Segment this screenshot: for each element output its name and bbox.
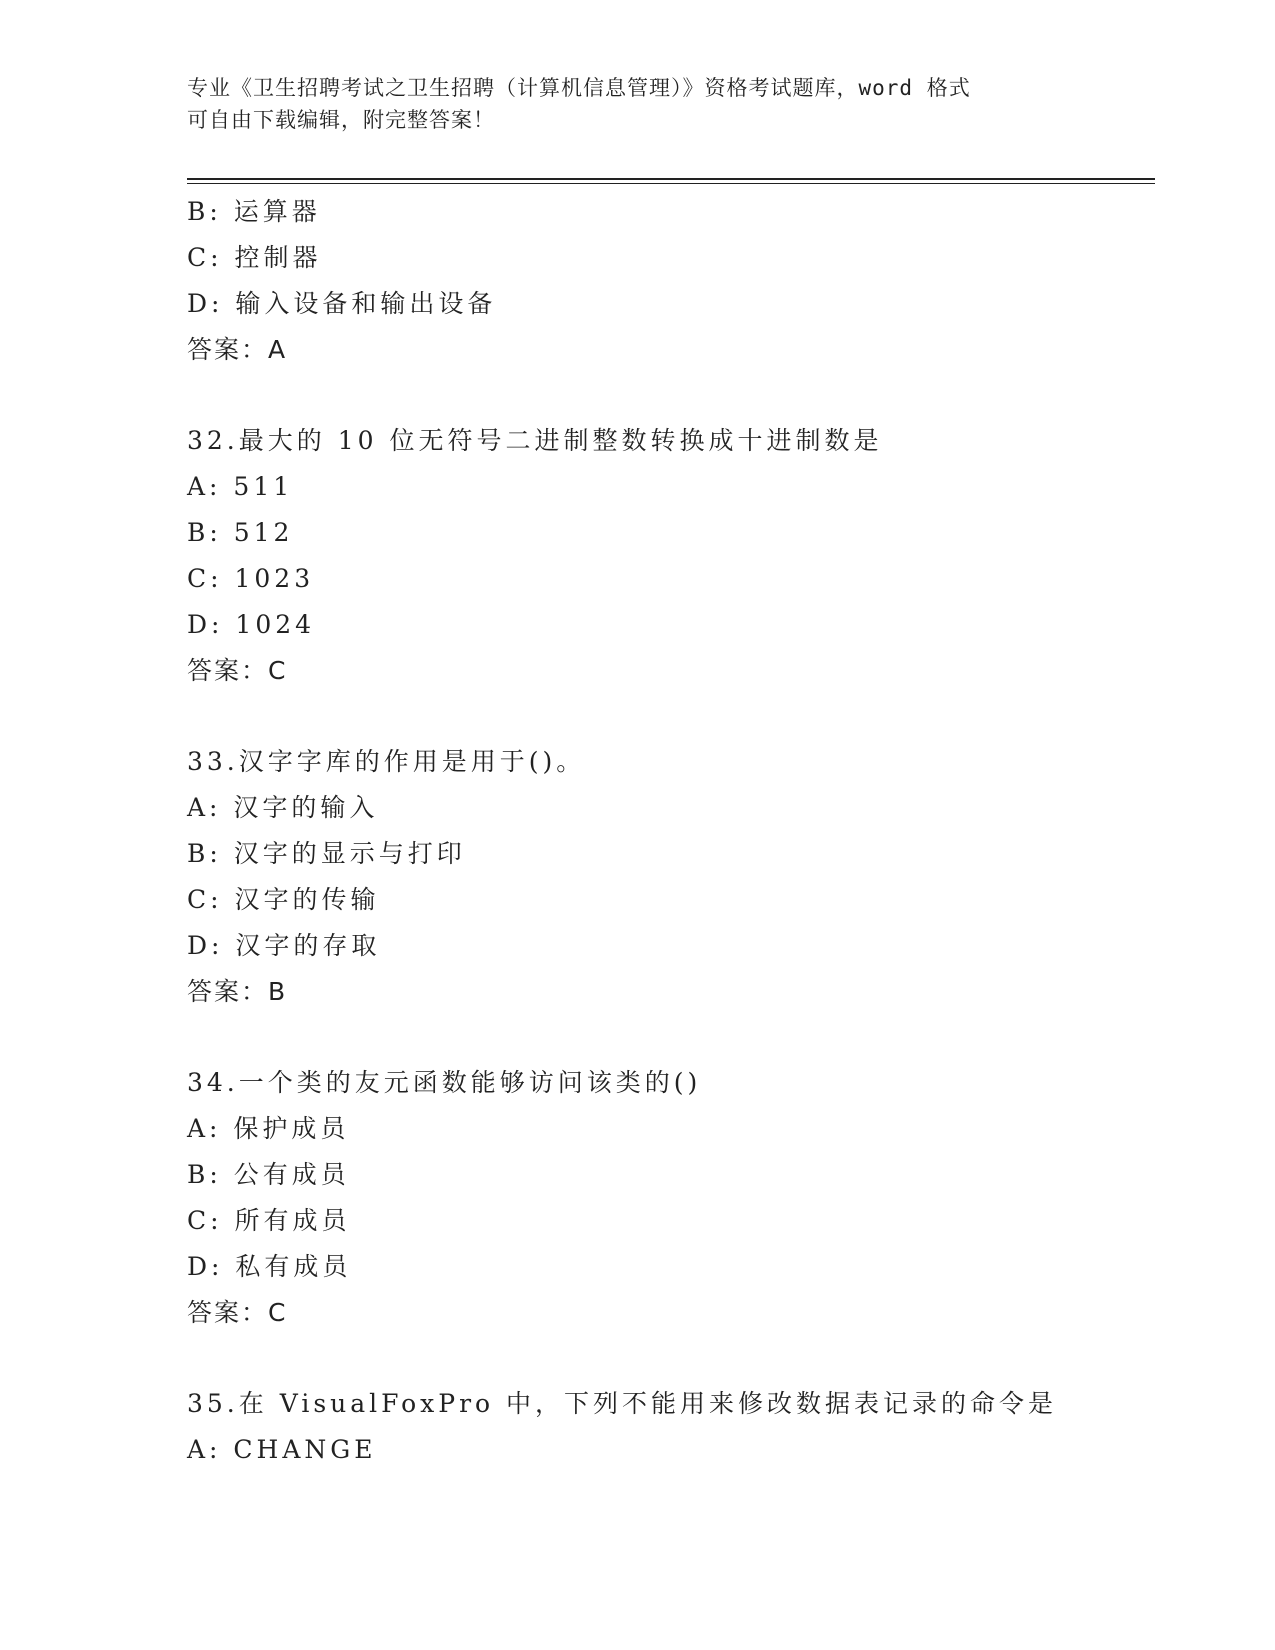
question-33	[187, 739, 1147, 1015]
question-stem: 35.在 VisualFoxPro 中，下列不能用来修改数据表记录的命令是	[187, 1389, 1058, 1418]
question-stem: 33.汉字字库的作用是用于()。	[187, 747, 586, 776]
spacer	[187, 373, 1147, 418]
option-c: C: 控制器	[187, 243, 322, 272]
option-b: B: 汉字的显示与打印	[187, 839, 466, 868]
option-d: D: 私有成员	[187, 1252, 352, 1281]
option-b: B: 运算器	[187, 197, 321, 226]
option-b: B: 512	[187, 518, 294, 547]
option-d: D: 汉字的存取	[187, 931, 381, 960]
question-stem: 34.一个类的友元函数能够访问该类的()	[187, 1068, 702, 1097]
option-c: C: 1023	[187, 564, 315, 593]
option-d: D: 输入设备和输出设备	[187, 289, 497, 318]
question-list	[187, 189, 1147, 1473]
option-d: D: 1024	[187, 610, 316, 639]
question-31-continued	[187, 189, 1147, 373]
spacer	[187, 1336, 1147, 1381]
option-c: C: 所有成员	[187, 1206, 351, 1235]
question-34	[187, 1060, 1147, 1336]
option-a: A: 汉字的输入	[187, 793, 379, 822]
header-line-2: 可自由下载编辑，附完整答案！	[187, 108, 495, 132]
option-a: A: CHANGE	[187, 1435, 377, 1464]
option-a: A: 511	[187, 472, 294, 501]
option-b: B: 公有成员	[187, 1160, 350, 1189]
header-rule-thick	[187, 178, 1155, 180]
header-line-1: 专业《卫生招聘考试之卫生招聘（计算机信息管理）》资格考试题库，word 格式	[187, 76, 971, 100]
question-stem: 32.最大的 10 位无符号二进制整数转换成十进制数是	[187, 426, 883, 455]
answer-line: 答案：B	[187, 977, 288, 1006]
header-rule-thin	[187, 183, 1155, 184]
answer-line: 答案：A	[187, 335, 288, 364]
answer-line: 答案：C	[187, 1298, 288, 1327]
spacer	[187, 1015, 1147, 1060]
question-32	[187, 418, 1147, 694]
document-header	[187, 72, 1087, 136]
spacer	[187, 694, 1147, 739]
option-a: A: 保护成员	[187, 1114, 350, 1143]
option-c: C: 汉字的传输	[187, 885, 380, 914]
answer-line: 答案：C	[187, 656, 288, 685]
question-35	[187, 1381, 1147, 1473]
